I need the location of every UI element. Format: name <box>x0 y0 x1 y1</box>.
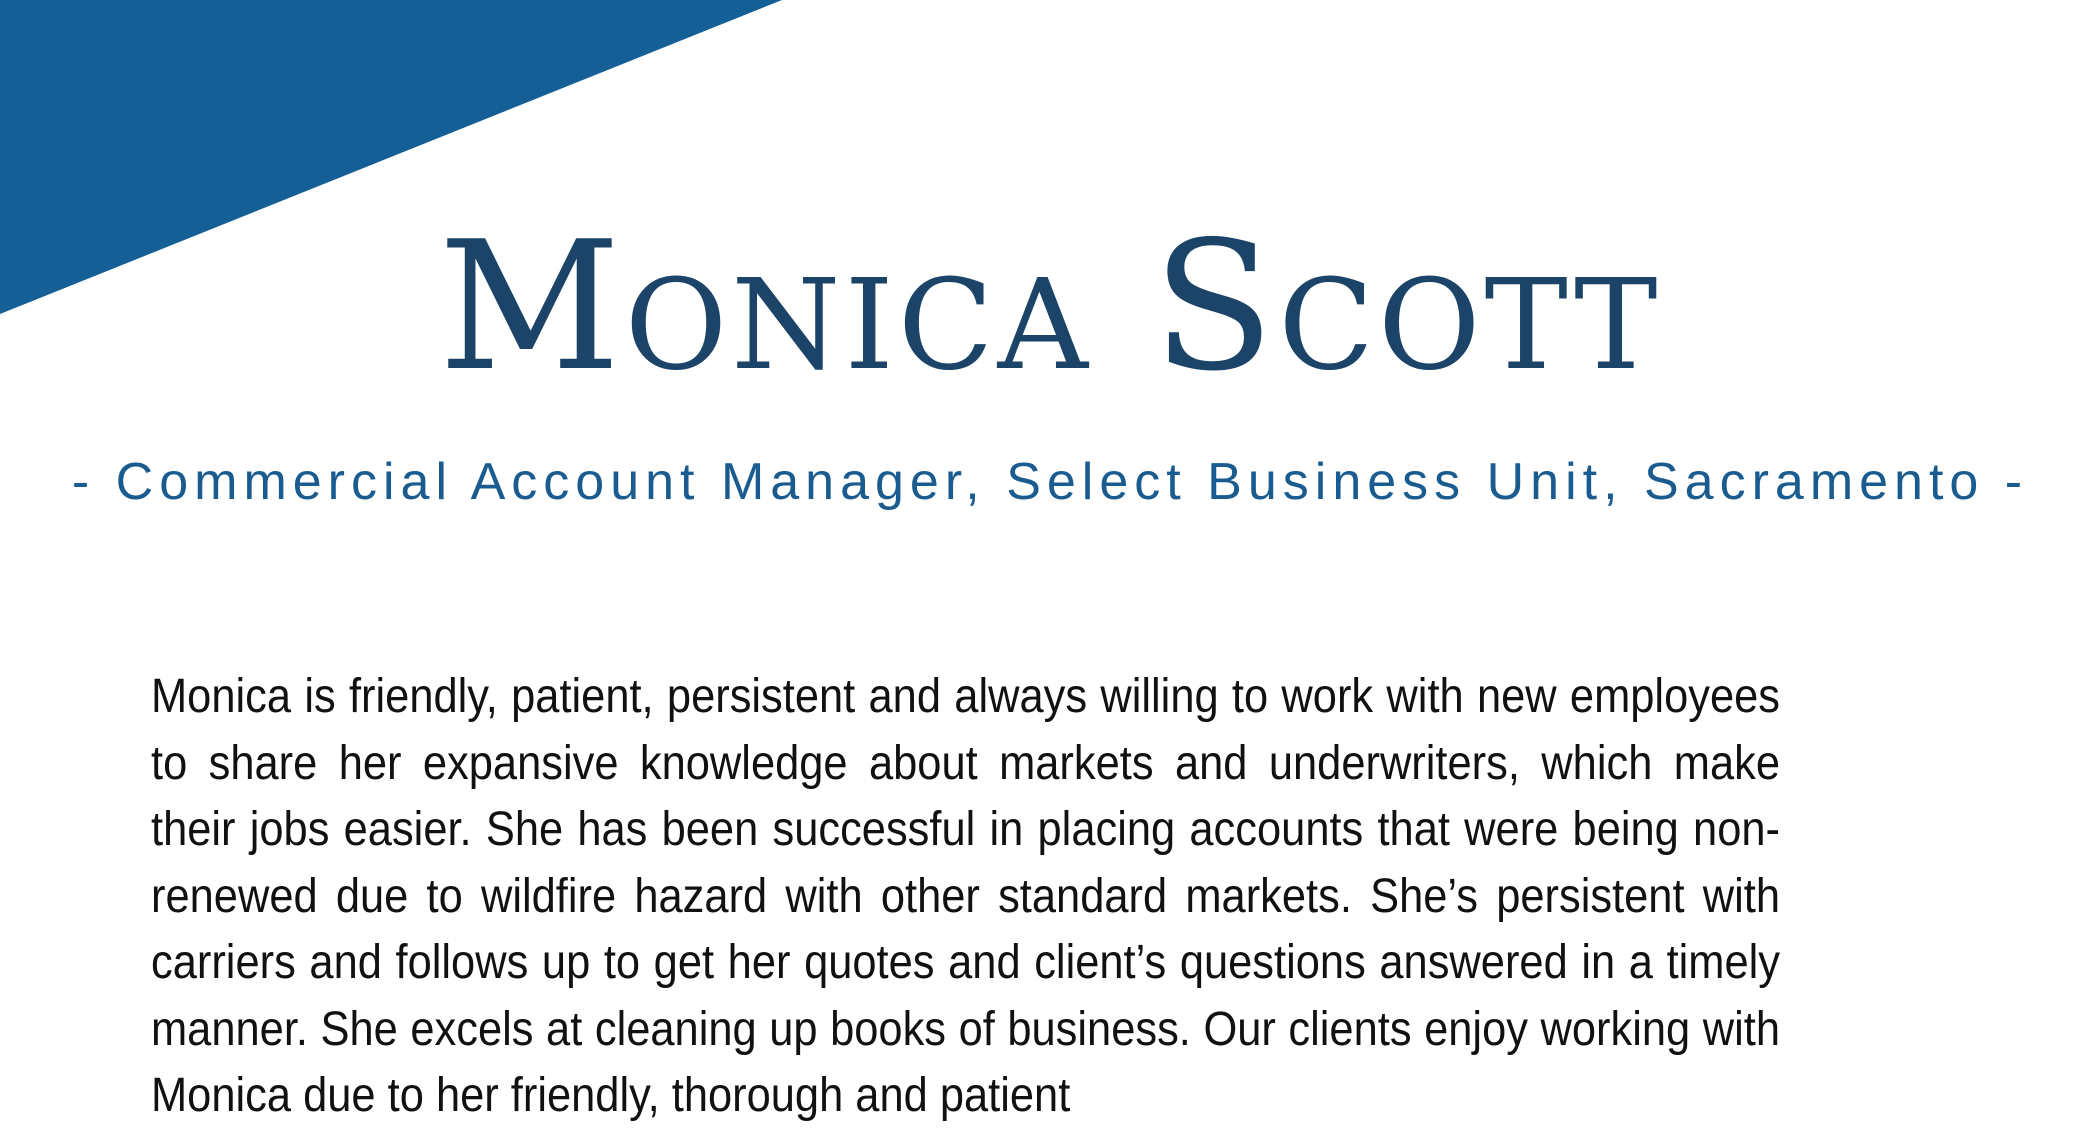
person-name: Monica Scott <box>438 203 1662 410</box>
bio-paragraph: Monica is friendly, patient, persistent and always willing to work with new employees to share her expansive knowledge about markets and underwriters, which make their jobs easier. She has been successful in placing accounts that were being non-renewed due to wildfire hazard with other standard markets. She’s persistent with carriers and follows up to get her quotes and client’s questions answered in a timely manner. She excels at cleaning up books of business. Our clients enjoy working with Monica due to her friendly, thorough and patient <box>151 670 1780 1122</box>
job-title-subtitle: - Commercial Account Manager, Select Business Unit, Sacramento - <box>71 453 2029 511</box>
